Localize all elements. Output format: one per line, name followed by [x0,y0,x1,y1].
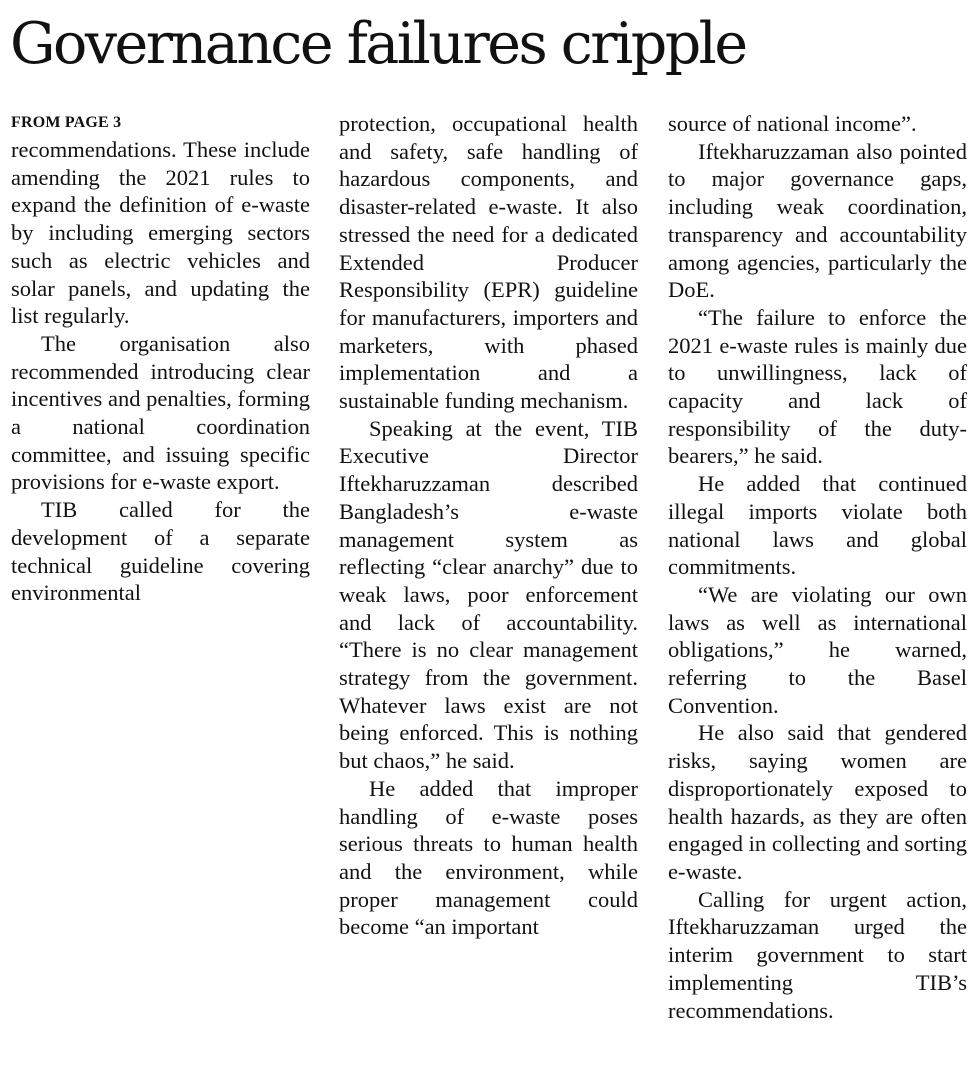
paragraph: He also said that gendered risks, saying women are disproportionately exposed to health hazards, as they are often engaged in collecting and sorting e-waste. [668,720,967,884]
article-column-2 [339,110,638,941]
article-column-3 [668,110,967,1024]
paragraph: recommendations. These include amending the 2021 rules to expand the definition of e-waste by including emerging sectors such as electric vehicles and solar panels, and updating the list regularly. [11,137,310,329]
paragraph: He added that improper handling of e-waste poses serious threats to human health and the environment, while proper management could become “an important [339,775,638,940]
continued-from-label: FROM PAGE 3 [11,114,122,131]
paragraph: Speaking at the event, TIB Executive Director Iftekharuzzaman described Bangladesh’s e-waste management system as reflecting “clear anarchy” due to weak laws, poor enforcement and lack of accountability. “There is no clear management strategy from the government. Whatever laws exist are not being enforced. This is nothing but chaos,” he said. [339,415,638,774]
paragraph: Iftekharuzzaman also pointed to major governance gaps, including weak coordination, transparency and accountability among agencies, particularly the DoE. [668,138,967,303]
paragraph: source of national income”. [668,111,917,136]
paragraph: “The failure to enforce the 2021 e-waste rules is mainly due to unwillingness, lack of capacity and lack of responsibility of the duty-bearers,” he said. [668,304,967,469]
paragraph: The organisation also recommended introducing clear incentives and penalties, forming a national coordination committee, and issuing specific provisions for e-waste export. [11,330,310,495]
paragraph: “We are violating our own laws as well as international obligations,” he warned, referring to the Basel Convention. [668,581,967,718]
paragraph: He added that continued illegal imports violate both national laws and global commitments. [668,471,967,580]
article-column-1 [11,110,310,607]
paragraph: TIB called for the development of a separate technical guideline covering environmental [11,497,310,606]
headline: Governance failures cripple [10,11,746,77]
paragraph: protection, occupational health and safety, safe handling of hazardous components, and disaster-related e-waste. It also stressed the need for a dedicated Extended Producer Responsibility (EPR) guideline for manufacturers, importers and marketers, with phased implementation and a sustainable funding mechanism. [339,111,638,414]
paragraph: Calling for urgent action, Iftekharuzzaman urged the interim government to start implementing TIB’s recommendations. [668,886,967,1023]
